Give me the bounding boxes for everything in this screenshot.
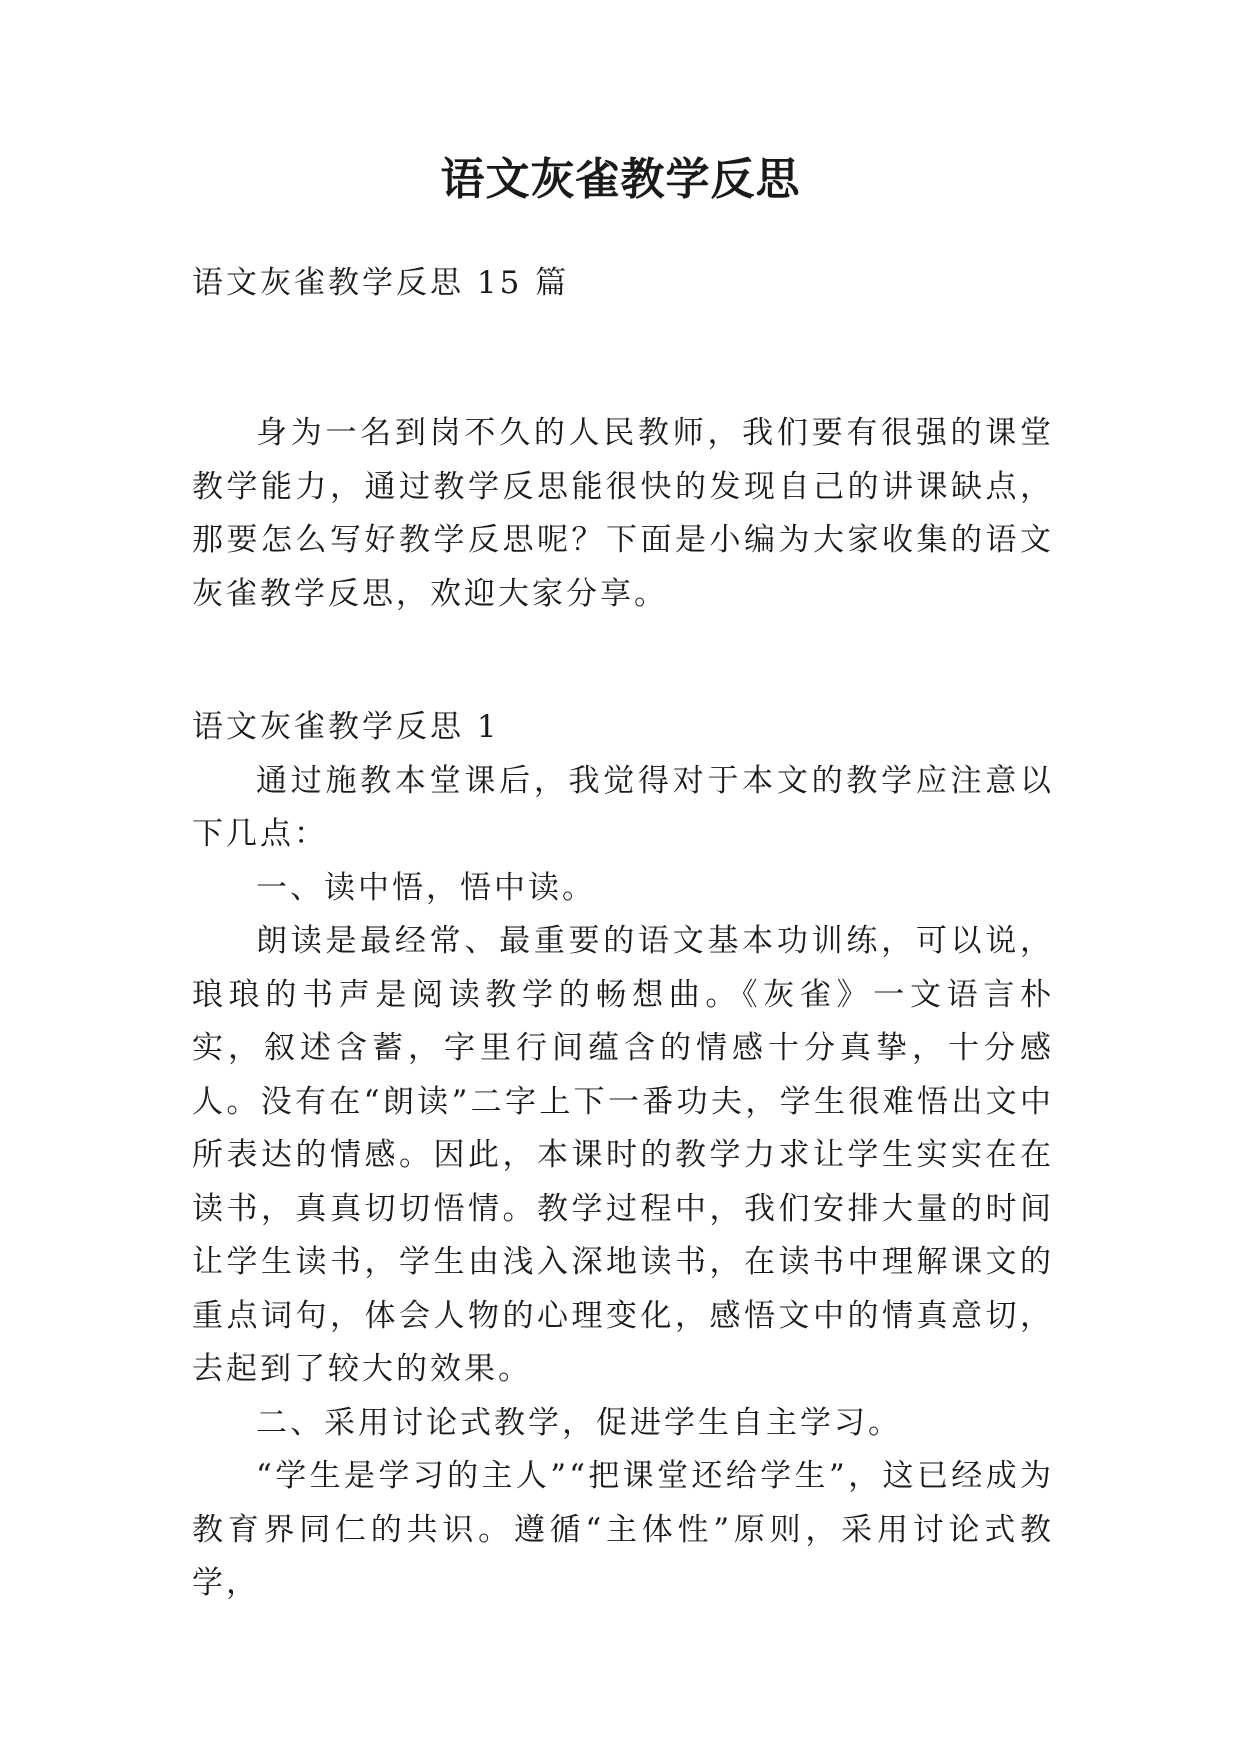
paragraph-4: 二、采用讨论式教学，促进学生自主学习。: [256, 1404, 902, 1441]
paragraph-1: 通过施教本堂课后，我觉得对于本文的教学应注意以下几点：: [192, 762, 1054, 852]
paragraph-3: 朗读是最经常、最重要的语文基本功训练，可以说，琅琅的书声是阅读教学的畅想曲。《灰雀》一文语言朴实，叙述含蓄，字里行间蕴含的情感十分真挚，十分感人。没有在“朗读”二字上下一番功夫，学生很难悟出文中所表达的情感。因此，本课时的教学力求让学生实实在在读书，真真切切悟情。教学过程中，我们安排大量的时间让学生读书，学生由浅入深地读书，在读书中理解课文的重点词句，体会人物的心理变化，感悟文中的情真意切，去起到了较大的效果。: [192, 923, 1054, 1387]
paragraph-2: 一、读中悟，悟中读。: [256, 869, 596, 906]
intro-paragraph: 身为一名到岗不久的人民教师，我们要有很强的课堂教学能力，通过教学反思能很快的发现自己的讲课缺点，那要怎么写好教学反思呢？下面是小编为大家收集的语文灰雀教学反思，欢迎大家分享。: [192, 415, 1054, 612]
section-heading: 语文灰雀教学反思 1: [192, 709, 500, 745]
document-title: 语文灰雀教学反思: [440, 154, 801, 205]
paragraph-5: “学生是学习的主人”“把课堂还给学生”，这已经成为教育界同仁的共识。遵循“主体性”原则，采用讨论式教学，: [192, 1458, 1054, 1601]
section-1: [192, 701, 1054, 1611]
document-subtitle: 语文灰雀教学反思 15 篇: [192, 265, 570, 301]
